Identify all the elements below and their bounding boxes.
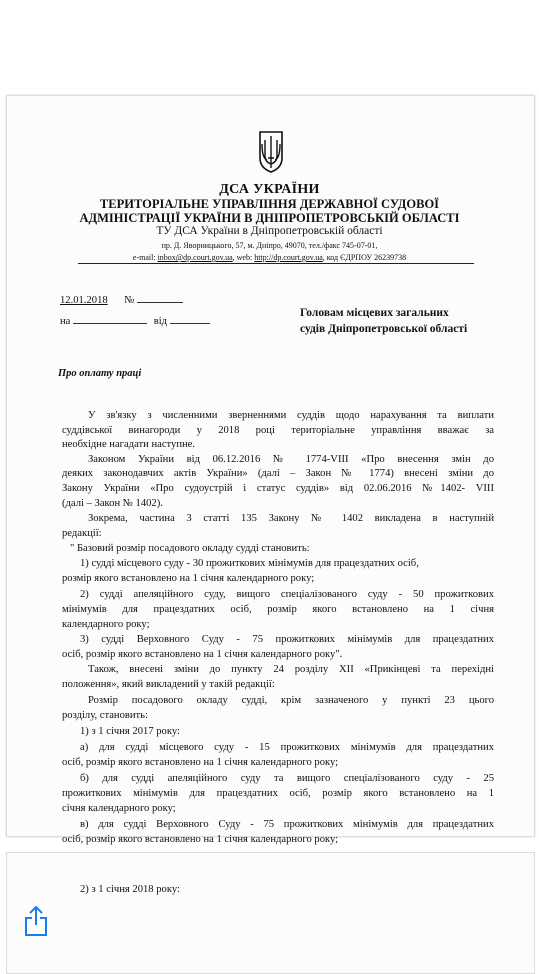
org-name: ДСА УКРАЇНИ bbox=[219, 182, 320, 197]
body-line: а) для судді місцевого суду - 15 прожиткових мінімумів для працездатних bbox=[80, 742, 494, 753]
body-line: положення», який викладений у такій редакції: bbox=[62, 679, 275, 690]
body-line: осіб, розмір якого встановлено на 1 січня календарного року; bbox=[62, 834, 339, 845]
body-line: (далі – Закон № 1402). bbox=[62, 498, 163, 509]
org-address: пр. Д. Яворницького, 57, м. Дніпро, 49070, тел./факс 745-07-01, bbox=[161, 241, 378, 250]
org-line-3: АДМІНІСТРАЦІЇ УКРАЇНИ В ДНІПРОПЕТРОВСЬКІЙ ОБЛАСТІ bbox=[79, 211, 460, 225]
reference-field: на від bbox=[60, 314, 210, 327]
body-line: суддівської винагороди у 2018 році територіальне управління вважає за bbox=[62, 425, 494, 436]
body-line: 2) судді апеляційного суду, вищого спеціалізованого суду - 50 прожиткових bbox=[80, 589, 494, 600]
body-line: " Базовий розмір посадового окладу судді становить: bbox=[70, 543, 310, 554]
body-line: розмір якого встановлено на 1 січня календарного року; bbox=[62, 573, 315, 584]
body-line: 3) судді Верховного Суду - 75 прожиткових мінімумів для працездатних bbox=[80, 634, 494, 645]
share-icon[interactable] bbox=[24, 905, 48, 937]
body-line: редакції: bbox=[62, 528, 102, 539]
body-line: б) для судді апеляційного суду та вищого спеціалізованого суду - 25 bbox=[80, 773, 494, 784]
body-line: необхідне нагадати наступне. bbox=[62, 439, 196, 450]
header-divider bbox=[78, 263, 474, 264]
body-line: січня календарного року; bbox=[62, 803, 176, 814]
email-link[interactable]: inbox@dp.court.gov.ua bbox=[157, 253, 233, 262]
body-line: Розмір посадового окладу судді, крім зазначеного у пункті 23 цього bbox=[88, 695, 494, 706]
body-line: У зв'язку з численними зверненнями суддів щодо нарахування та виплати bbox=[88, 410, 494, 421]
body-line: 1) з 1 січня 2017 року: bbox=[80, 726, 180, 737]
body-line: календарного року; bbox=[62, 619, 150, 630]
page2-first-line: 2) з 1 січня 2018 року: bbox=[80, 884, 180, 895]
subject-line: Про оплату праці bbox=[58, 368, 142, 379]
addressee-line-2: судів Дніпропетровської області bbox=[300, 323, 468, 335]
body-line: Законом України від 06.12.2016 № 1774-VIII «Про внесення змін до bbox=[88, 454, 494, 465]
body-line: деяких законодавчих актів України» (далі – Закон № 1774) внесені зміни до bbox=[62, 468, 494, 479]
body-line: 1) судді місцевого суду - 30 прожиткових мінімумів для працездатних осіб, bbox=[80, 558, 419, 569]
body-line: осіб, розмір якого встановлено на 1 січня календарного року". bbox=[62, 649, 343, 660]
org-contacts: e-mail: inbox@dp.court.gov.ua, web: http://dp.court.gov.ua, код ЄДРПОУ 26239738 bbox=[132, 253, 407, 262]
document-page-2 bbox=[6, 852, 535, 974]
org-line-4: ТУ ДСА України в Дніпропетровській області bbox=[156, 225, 383, 237]
body-line: Закону України «Про судоустрій і статус суддів» від 02.06.2016 №1402- VIII bbox=[62, 483, 494, 494]
body-line: прожиткових мінімумів для працездатних осіб, розмір якого встановлено на 1 bbox=[62, 788, 494, 799]
web-link[interactable]: http://dp.court.gov.ua bbox=[254, 253, 323, 262]
body-line: мінімумів для працездатних осіб, розмір якого встановлено на 1 січня bbox=[62, 604, 494, 615]
body-line: розділу, становить: bbox=[62, 710, 148, 721]
body-line: Зокрема, частина 3 статті 135 Закону № 1402 викладена в наступній bbox=[88, 513, 494, 524]
date-field: 12.01.2018 № bbox=[60, 293, 183, 306]
addressee-line-1: Головам місцевих загальних bbox=[300, 307, 449, 319]
body-line: Також, внесені зміни до пункту 24 розділу XII «Прикінцеві та перехідні bbox=[88, 664, 494, 675]
org-line-2: ТЕРИТОРІАЛЬНЕ УПРАВЛІННЯ ДЕРЖАВНОЇ СУДОВОЇ bbox=[99, 197, 440, 211]
letter-date: 12.01.2018 bbox=[60, 295, 108, 306]
body-line: в) для судді Верховного Суду - 75 прожиткових мінімумів для працездатних bbox=[80, 819, 494, 830]
body-line: осіб, розмір якого встановлено на 1 січня календарного року; bbox=[62, 757, 339, 768]
trident-emblem-icon bbox=[258, 128, 284, 174]
